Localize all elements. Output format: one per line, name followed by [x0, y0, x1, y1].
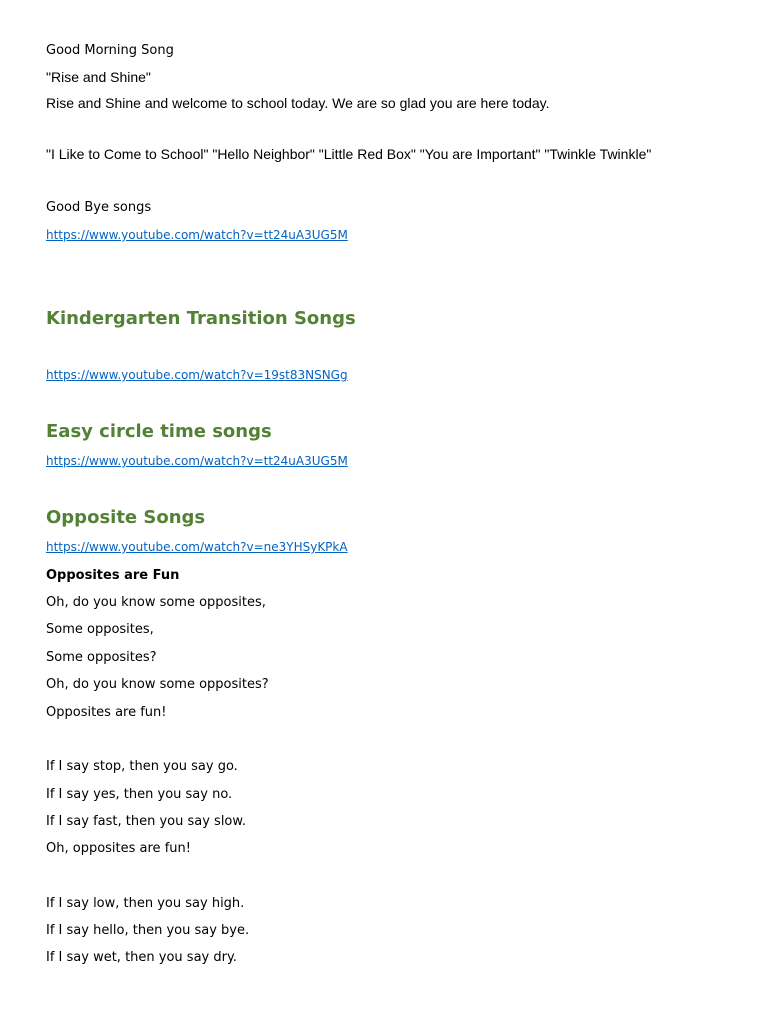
lyric-line: Opposites are fun! [46, 705, 167, 720]
opposites-song-title: Opposites are Fun [46, 568, 180, 583]
kindergarten-transition-link[interactable]: https://www.youtube.com/watch?v=19st83NSNGg [46, 368, 348, 382]
lyric-line: If I say stop, then you say go. [46, 759, 238, 774]
lyric-line: Oh, opposites are fun! [46, 841, 191, 856]
good-bye-songs-link[interactable]: https://www.youtube.com/watch?v=tt24uA3UG5M [46, 228, 348, 242]
lyric-line: If I say low, then you say high. [46, 896, 245, 911]
lyric-line: Oh, do you know some opposites? [46, 677, 269, 692]
good-bye-songs-title: Good Bye songs [46, 200, 152, 215]
song-list: "I Like to Come to School" "Hello Neighbor" "Little Red Box" "You are Important" "Twinkle Twinkle" [46, 146, 652, 162]
kindergarten-transition-heading: Kindergarten Transition Songs [46, 308, 356, 329]
opposite-songs-link[interactable]: https://www.youtube.com/watch?v=ne3YHSyKPkA [46, 540, 348, 554]
lyric-line: If I say hello, then you say bye. [46, 923, 250, 938]
lyric-line: If I say yes, then you say no. [46, 787, 233, 802]
good-morning-song-title: Good Morning Song [46, 43, 174, 58]
lyric-line: Oh, do you know some opposites, [46, 595, 266, 610]
circle-time-heading: Easy circle time songs [46, 421, 272, 442]
lyric-line: Some opposites, [46, 622, 154, 637]
opposite-songs-heading: Opposite Songs [46, 507, 206, 528]
lyric-line: If I say wet, then you say dry. [46, 950, 237, 965]
rise-and-shine-lyric: Rise and Shine and welcome to school today. We are so glad you are here today. [46, 95, 550, 111]
lyric-line: If I say fast, then you say slow. [46, 814, 246, 829]
rise-and-shine-title: "Rise and Shine" [46, 69, 151, 85]
lyric-line: Some opposites? [46, 650, 157, 665]
circle-time-link[interactable]: https://www.youtube.com/watch?v=tt24uA3UG5M [46, 454, 348, 468]
